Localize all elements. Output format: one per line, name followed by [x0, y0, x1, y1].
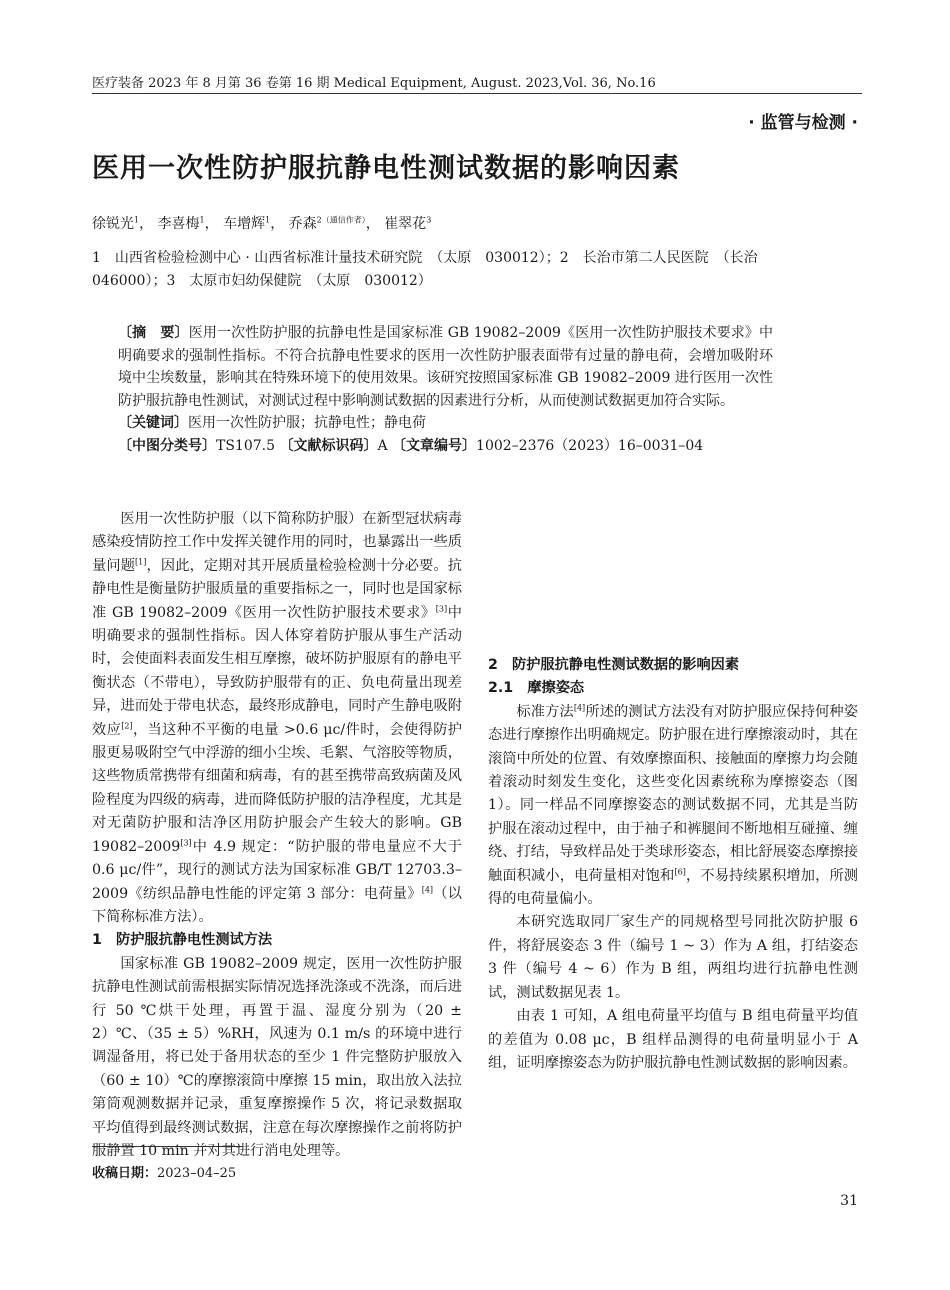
text-run: 标准方法: [516, 703, 574, 720]
author-name: 李喜梅: [157, 216, 200, 232]
classification-line: [118, 435, 773, 458]
friction-paragraph: [488, 701, 858, 912]
author-name: 乔森: [288, 216, 317, 232]
section-tag: · 监管与检测 ·: [748, 113, 858, 133]
received-value: 2023–04–25: [157, 1166, 237, 1181]
left-column: [92, 508, 462, 1163]
section-heading-1: 1 防护服抗静电性测试方法: [92, 932, 273, 949]
text-run: 中明确要求的强制性指标。因人体穿着防护服从事生产活动时，会使面料表面发生相互摩擦，破坏防护服原有的静电平衡状态（不带电），导致防护服带有的正、负电荷量出现差异，进而处于带电状态，最终形成静电，同时产生静电吸附效应: [92, 604, 462, 738]
citation: [6]: [674, 866, 686, 876]
text-run: ，不易持续累积增加，所测得的电荷量偏小。: [488, 867, 858, 908]
received-label: 收稿日期：: [92, 1166, 158, 1181]
clc-value: TS107.5: [216, 437, 276, 454]
author-sup: 2（通信作者）: [316, 215, 366, 225]
doc-code-value: A: [377, 437, 388, 454]
author-name: 崔翠花: [384, 216, 427, 232]
abstract-text: 医用一次性防护服的抗静电性是国家标准 GB 19082–2009《医用一次性防护服技术要求》中明确要求的强制性指标。不符合抗静电性要求的医用一次性防护服表面带有过量的静电荷，会增加吸附环境中尘埃数量，影响其在特殊环境下的使用效果。该研究按照国家标准 GB 19082–2009 进行医用一次性防护服抗静电性测试，对测试过程中影响测试数据的因素进行分析，从而使测试数据更加符合实际。: [118, 325, 773, 409]
sample-paragraph: 本研究选取同厂家生产的同规格型号同批次防护服 6 件，将舒展姿态 3 件（编号 1 ~ 3）作为 A 组，打结姿态 3 件（编号 4 ~ 6）作为 B 组，两组均进行抗静电性测试，测试数据见表 1。: [488, 914, 858, 1001]
author-name: 车增辉: [223, 216, 266, 232]
method-paragraph: 国家标准 GB 19082–2009 规定，医用一次性防护服抗静电性测试前需根据实际情况选择洗涤或不洗涤，而后进行 50 ℃烘干处理，再置于温、湿度分别为（20 ± 2）℃、（35 ± 5）%RH，风速为 0.1 m/s 的环境中进行调湿备用，将已处于备用状态的至少 1 件完整防护服放入（60 ± 10）℃的摩擦滚筒中摩擦 15 min，取出放入法拉第筒观测数据并记录，重复摩擦操作 5 次，将记录数据取平均值得到最终测试数据，注意在每次摩擦操作之前将防护服静置 10 min 并对其进行消电处理等。: [92, 955, 462, 1159]
text-run: 中 4.9 规定：“防护服的带电量应不大于 0.6 μc/件”，现行的测试方法为国家标准 GB/T 12703.3–2009《纺织品静电性能的评定第 3 部分：电荷量》: [92, 838, 462, 902]
author-sup: 3: [426, 215, 432, 225]
journal-header: 医疗装备 2023 年 8 月第 36 卷第 16 期 Medical Equipment, August. 2023,Vol. 36, No.16: [92, 76, 656, 91]
abstract-paragraph: [118, 322, 773, 412]
abstract-label: 〔摘 要〕: [118, 325, 189, 341]
author-sup: 1: [265, 215, 271, 225]
text-run: ，因此，定期对其开展质量检验检测十分必要。抗静电性是衡量防护服质量的重要指标之一，同时也是国家标准 GB 19082–2009《医用一次性防护服技术要求》: [92, 557, 462, 621]
abstract-block: [118, 322, 773, 458]
subsection-heading-2-1: 2.1 摩擦姿态: [488, 680, 585, 697]
result-paragraph: 由表 1 可知，A 组电荷量平均值与 B 组电荷量平均值的差值为 0.08 μc，B 组样品测得的电荷量明显小于 A 组，证明摩擦姿态为防护服抗静电性测试数据的影响因素。: [488, 1008, 858, 1071]
keywords-label: 〔关键词〕: [118, 415, 188, 432]
keywords: 医用一次性防护服；抗静电性；静电荷: [188, 415, 426, 432]
text-run: ，当这种不平衡的电量 >0.6 μc/件时，会使得防护服更易吸附空气中浮游的细小尘埃、毛絮、气溶胶等物质，这些物质常携带有细菌和病毒，有的甚至携带高致病菌及风险程度为四级的病毒，进而降低防护服的洁净程度，尤其是对无菌防护服和洁净区用防护服会产生较大的影响。GB 19082–2009: [92, 721, 462, 855]
text-run: 医用一次性防护服（以下简称防护服）在新型冠状病毒感染疫情防控工作中发挥关键作用的同时，也暴露出一些质量问题: [92, 511, 462, 574]
citation: [4]: [421, 884, 434, 894]
doc-code-label: 〔文献标识码〕: [279, 437, 378, 454]
page-number: 31: [840, 1193, 858, 1209]
citation: [3]: [180, 837, 192, 847]
author-name: 徐锐光: [92, 216, 134, 232]
article-title: 医用一次性防护服抗静电性测试数据的影响因素: [92, 153, 680, 184]
right-column-content: [488, 654, 858, 1075]
author-list: 徐锐光$^1$， 李喜梅$^1$， 车增辉$^1$， 乔森$^{2(通信作者)}$， 崔翠花$^3$: [92, 215, 432, 232]
author-sup: 1: [134, 215, 140, 225]
citation: [3]: [435, 603, 448, 613]
header-rule: [92, 93, 862, 94]
text-run: 所述的测试方法没有对防护服应保持何种姿态进行摩擦作出明确规定。防护服在进行摩擦滚动时，其在滚筒中所处的位置、有效摩擦面积、接触面的摩擦力均会随着滚动时刻发生变化，这些变化因素统称为摩擦姿态（图 1）。同一样品不同摩擦姿态的测试数据不同，尤其是当防护服在滚动过程中，由于袖子和裤腿间不断地相互碰撞、缠绕、打结，导致样品处于类球形姿态，相比舒展姿态摩擦接触面积减小，电荷量相对饱和: [488, 703, 858, 884]
article-no-value: 1002–2376（2023）16–0031–04: [476, 437, 704, 454]
keywords-line: [118, 412, 773, 435]
intro-paragraph: [92, 508, 462, 929]
citation: [4]: [573, 703, 586, 713]
affiliations: 1 山西省检验检测中心 · 山西省标准计量技术研究院 （太原 030012）；2 长治市第二人民医院 （长治 046000）；3 太原市妇幼保健院 （太原 030012）: [92, 250, 772, 289]
footnote-rule: [92, 1146, 242, 1147]
section-heading-2: 2 防护服抗静电性测试数据的影响因素: [488, 657, 740, 673]
author-sup: 1: [199, 215, 205, 225]
article-no-label: 〔文章编号〕: [392, 437, 477, 454]
citation: [1]: [135, 557, 147, 567]
clc-label: 〔中图分类号〕: [118, 437, 216, 454]
received-date: [92, 1162, 236, 1181]
citation: [2]: [121, 720, 133, 730]
text-run: （以下简称标准方法）。: [92, 885, 462, 925]
